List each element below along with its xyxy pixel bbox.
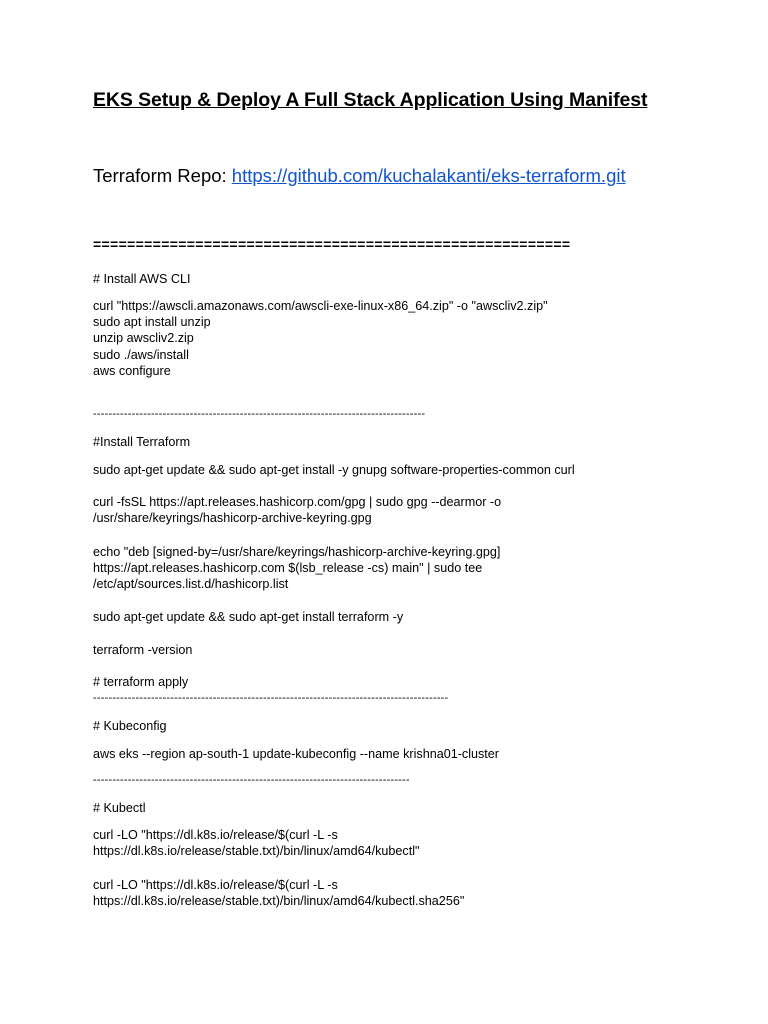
code-line: /usr/share/keyrings/hashicorp-archive-keyring.gpg	[93, 511, 372, 526]
dash-divider: --------------------------------------------------------------------------------------	[93, 408, 426, 420]
code-line: https://dl.k8s.io/release/stable.txt)/bin/linux/amd64/kubectl.sha256"	[93, 894, 465, 909]
code-line: echo "deb [signed-by=/usr/share/keyrings/hashicorp-archive-keyring.gpg]	[93, 545, 501, 559]
code-line: curl "https://awscli.amazonaws.com/awscli-exe-linux-x86_64.zip" -o "awscliv2.zip"	[93, 299, 548, 313]
terraform-heading: #Install Terraform	[93, 435, 191, 449]
code-line: curl -LO "https://dl.k8s.io/release/$(curl -L -s	[93, 878, 338, 892]
terraform-cmd-2	[93, 494, 501, 526]
kubeconfig-heading: # Kubeconfig	[93, 719, 167, 733]
code-line: aws configure	[93, 363, 171, 378]
terraform-apply-comment: # terraform apply	[93, 675, 189, 689]
kubeconfig-cmd: aws eks --region ap-south-1 update-kubeconfig --name krishna01-cluster	[93, 747, 500, 761]
code-line: curl -fsSL https://apt.releases.hashicorp.com/gpg | sudo gpg --dearmor -o	[93, 495, 502, 509]
code-line: unzip awscliv2.zip	[93, 331, 194, 346]
code-line: sudo apt install unzip	[93, 315, 211, 330]
terraform-cmd-1: sudo apt-get update && sudo apt-get install -y gnupg software-properties-common curl	[93, 463, 575, 477]
code-line: /etc/apt/sources.list.d/hashicorp.list	[93, 577, 289, 592]
aws-cli-heading: # Install AWS CLI	[93, 272, 191, 286]
dash-divider: ----------------------------------------------------------------------------------	[93, 774, 410, 786]
document-title: EKS Setup & Deploy A Full Stack Application Using Manifest	[93, 89, 648, 111]
equals-divider: ========================================================	[93, 236, 571, 252]
repo-line	[93, 165, 626, 187]
code-line: https://apt.releases.hashicorp.com $(lsb_release -cs) main" | sudo tee	[93, 561, 483, 576]
terraform-cmd-5: terraform -version	[93, 643, 193, 657]
repo-label: Terraform Repo:	[93, 165, 232, 186]
code-line: sudo ./aws/install	[93, 347, 189, 362]
code-line: curl -LO "https://dl.k8s.io/release/$(curl -L -s	[93, 828, 338, 842]
aws-cli-commands	[93, 298, 548, 379]
dash-divider: --------------------------------------------------------------------------------------------	[93, 692, 449, 704]
kubectl-heading: # Kubectl	[93, 801, 146, 815]
kubectl-cmd-2	[93, 877, 464, 909]
kubectl-cmd-1	[93, 827, 419, 859]
terraform-cmd-4: sudo apt-get update && sudo apt-get install terraform -y	[93, 610, 404, 624]
repo-link[interactable]: https://github.com/kuchalakanti/eks-terraform.git	[231, 165, 626, 186]
terraform-cmd-3	[93, 544, 500, 593]
code-line: https://dl.k8s.io/release/stable.txt)/bin/linux/amd64/kubectl"	[93, 844, 420, 859]
